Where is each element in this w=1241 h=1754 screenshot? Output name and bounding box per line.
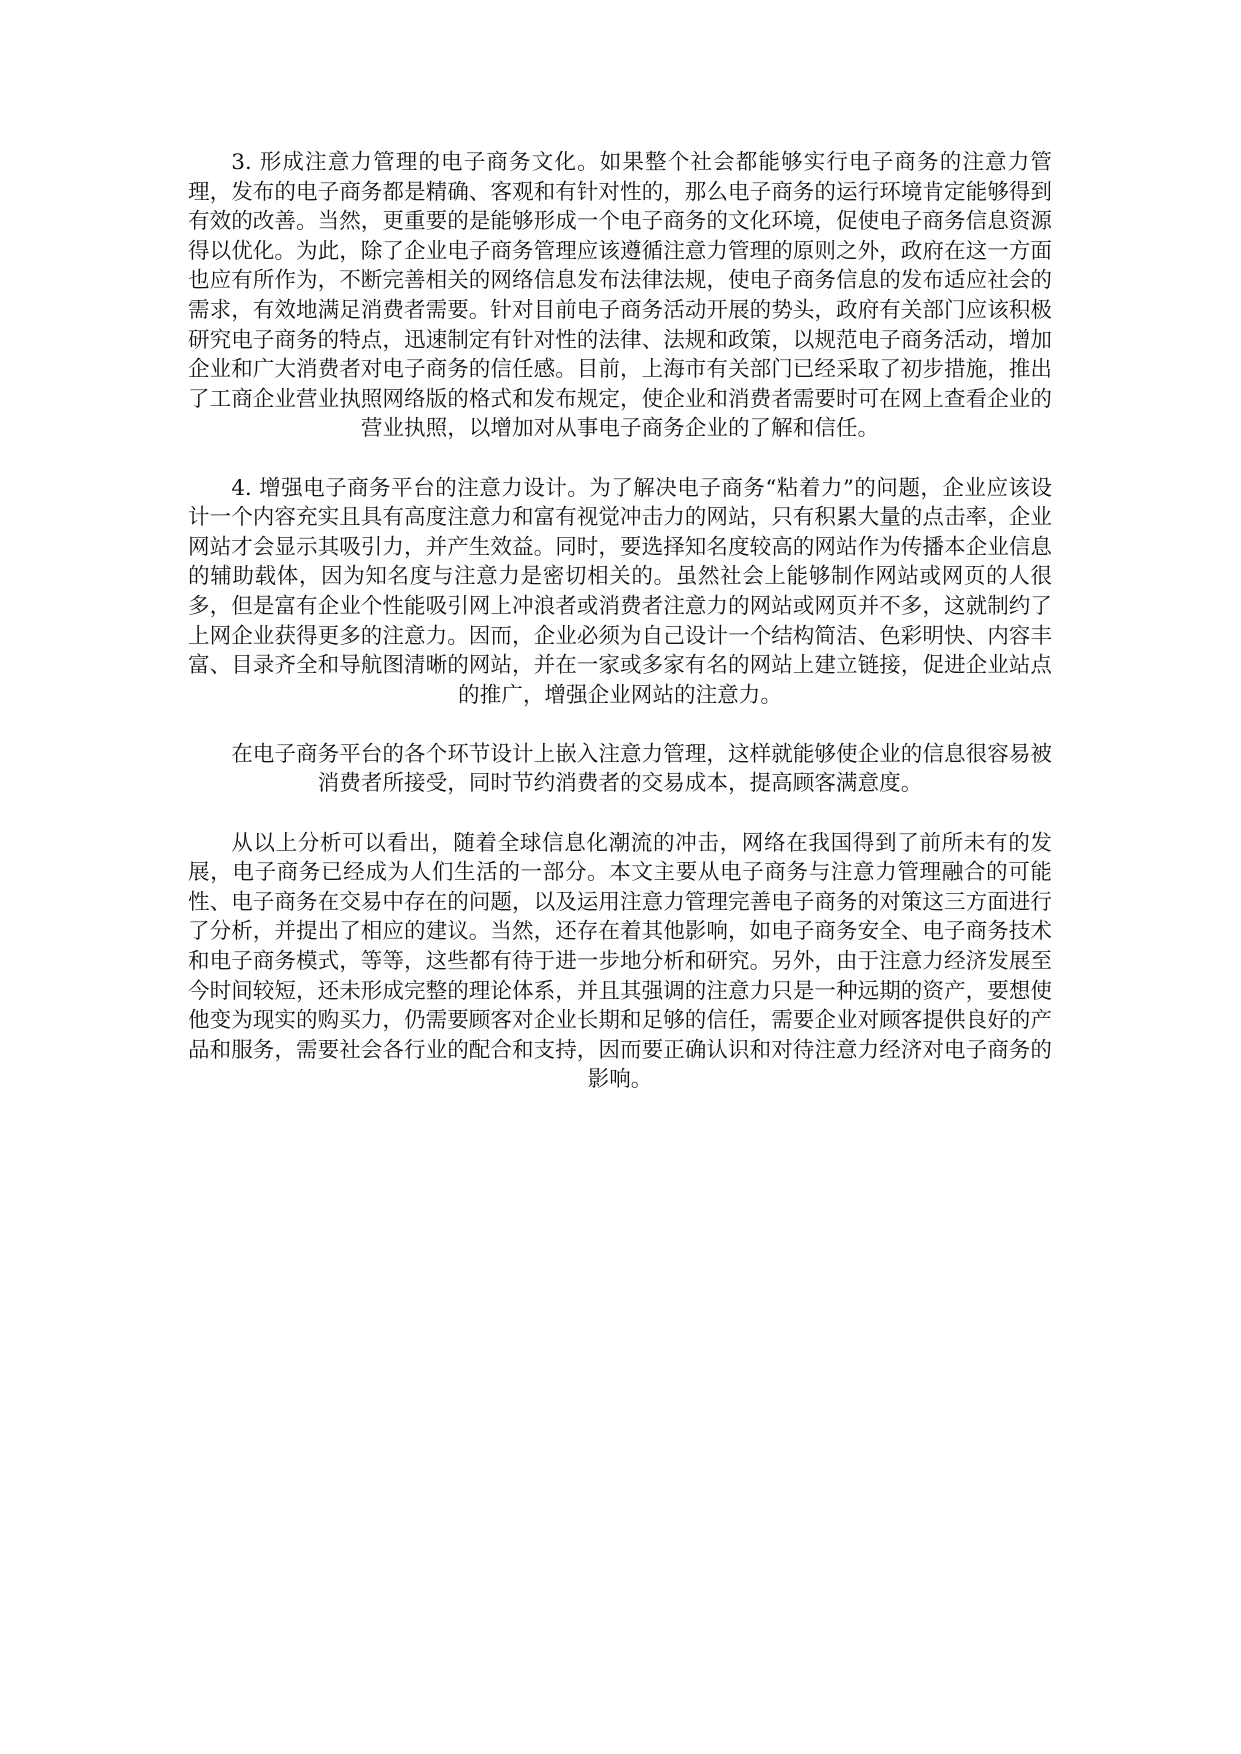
paragraph-embedding-attention: 在电子商务平台的各个环节设计上嵌入注意力管理，这样就能够使企业的信息很容易被消费者所接受，同时节约消费者的交易成本，提高顾客满意度。 bbox=[231, 741, 1052, 797]
paragraph-section-4: 4. 增强电子商务平台的注意力设计。为了解决电子商务“粘着力”的问题，企业应该设计一个内容充实且具有高度注意力和富有视觉冲击力的网站，只有积累大量的点击率，企业网站才会显示其吸引力，并产生效益。同时，要选择知名度较高的网站作为传播本企业信息的辅助载体，因为知名度与注意力是密切相关的。虽然社会上能够制作网站或网页的人很多，但是富有企业个性能吸引网上冲浪者或消费者注意力的网站或网页并不多，这就制约了上网企业获得更多的注意力。因而，企业必须为自己设计一个结构简洁、色彩明快、内容丰富、目录齐全和导航图清晰的网站，并在一家或多家有名的网站上建立链接，促进企业站点的推广，增强企业网站的注意力。 bbox=[188, 475, 1052, 708]
paragraph-conclusion: 从以上分析可以看出，随着全球信息化潮流的冲击，网络在我国得到了前所未有的发展，电子商务已经成为人们生活的一部分。本文主要从电子商务与注意力管理融合的可能性、电子商务在交易中存在的问题，以及运用注意力管理完善电子商务的对策这三方面进行了分析，并提出了相应的建议。当然，还存在着其他影响，如电子商务安全、电子商务技术和电子商务模式，等等，这些都有待于进一步地分析和研究。另外，由于注意力经济发展至今时间较短，还未形成完整的理论体系，并且其强调的注意力只是一种远期的资产，要想使他变为现实的购买力，仍需要顾客对企业长期和足够的信任，需要企业对顾客提供良好的产品和服务，需要社会各行业的配合和支持，因而要正确认识和对待注意力经济对电子商务的影响。 bbox=[188, 830, 1052, 1093]
paragraph-section-3: 3. 形成注意力管理的电子商务文化。如果整个社会都能够实行电子商务的注意力管理，发布的电子商务都是精确、客观和有针对性的，那么电子商务的运行环境肯定能够得到有效的改善。当然，更重要的是能够形成一个电子商务的文化环境，促使电子商务信息资源得以优化。为此，除了企业电子商务管理应该遵循注意力管理的原则之外，政府在这一方面也应有所作为，不断完善相关的网络信息发布法律法规，使电子商务信息的发布适应社会的需求，有效地满足消费者需要。针对目前电子商务活动开展的势头，政府有关部门应该积极研究电子商务的特点，迅速制定有针对性的法律、法规和政策，以规范电子商务活动，增加企业和广大消费者对电子商务的信任感。目前，上海市有关部门已经采取了初步措施，推出了工商企业营业执照网络版的格式和发布规定，使企业和消费者需要时可在网上查看企业的营业执照，以增加对从事电子商务企业的了解和信任。 bbox=[188, 150, 1052, 442]
document-body bbox=[188, 148, 1052, 1095]
